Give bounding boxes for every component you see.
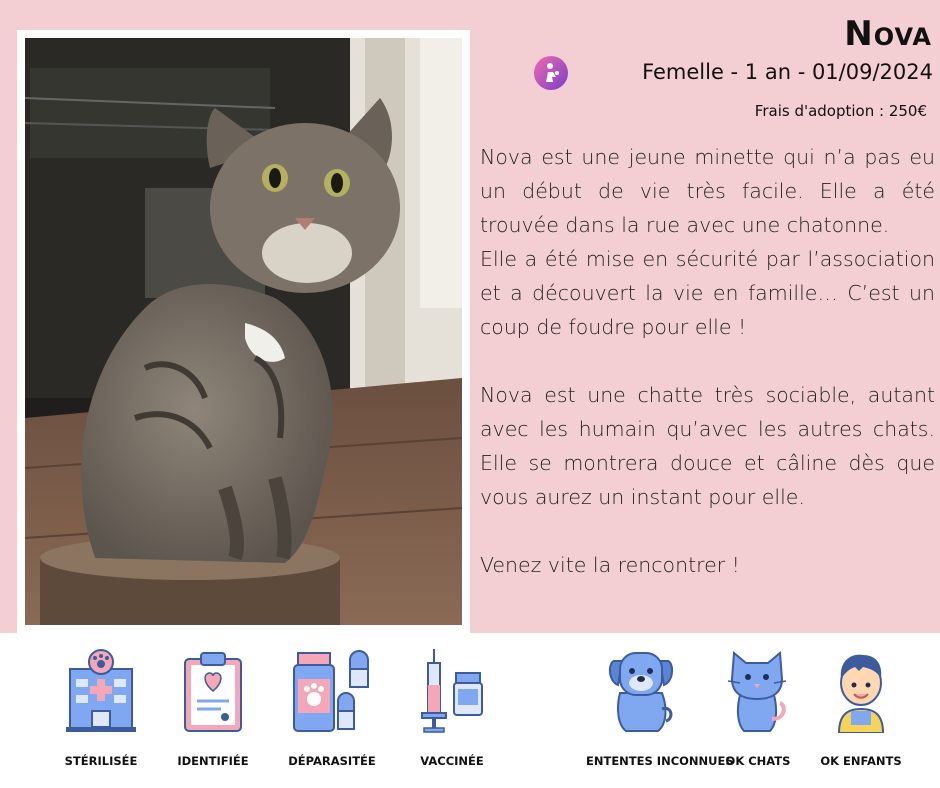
description	[480, 140, 935, 582]
feature-label: IDENTIFIÉE	[177, 754, 249, 768]
feature-label: ENTENTES INCONNUES	[586, 754, 734, 768]
feature-ententes-inconnues	[586, 649, 734, 769]
female-adult-icon	[533, 55, 569, 91]
medicine-bottle-icon	[290, 649, 374, 733]
feature-vaccinee	[400, 649, 504, 769]
feature-ok-enfants	[814, 649, 908, 769]
description-paragraph: Nova est une jeune minette qui n’a pas eu un début de vie très facile. Elle a été trouvée dans la rue avec une chatonne.	[480, 145, 935, 237]
feature-label: OK ENFANTS	[820, 754, 902, 768]
cat-photo	[25, 38, 462, 625]
syringe-icon	[420, 649, 484, 733]
clipboard-heart-icon	[183, 649, 243, 733]
cat-icon	[726, 649, 790, 733]
adoption-fee: Frais d'adoption : 250€	[754, 102, 927, 120]
cat-name: Nova	[844, 14, 932, 54]
feature-label: DÉPARASITÉE	[288, 754, 376, 768]
feature-deparasitee	[278, 649, 386, 769]
hospital-icon	[66, 649, 136, 733]
description-paragraph: Nova est une chatte très sociable, autant avec les humain qu’avec les autres chats. Elle se montrera douce et câline dès que vous aurez un instant pour elle.	[480, 383, 935, 509]
photo-frame	[17, 30, 470, 633]
feature-ok-chats	[712, 649, 804, 769]
features-bar	[0, 633, 940, 788]
feature-label: STÉRILISÉE	[64, 754, 138, 768]
child-icon	[833, 649, 889, 733]
feature-identifiee	[160, 649, 266, 769]
feature-label: OK CHATS	[725, 754, 791, 768]
cat-subtitle: Femelle - 1 an - 01/09/2024	[642, 60, 933, 84]
feature-sterilisee	[48, 649, 154, 769]
description-paragraph: Venez vite la rencontrer !	[480, 553, 740, 577]
feature-label: VACCINÉE	[420, 754, 484, 768]
description-paragraph: Elle a été mise en sécurité par l’association et a découvert la vie en famille… C’est un coup de foudre pour elle !	[480, 247, 935, 339]
dog-icon	[606, 649, 676, 733]
